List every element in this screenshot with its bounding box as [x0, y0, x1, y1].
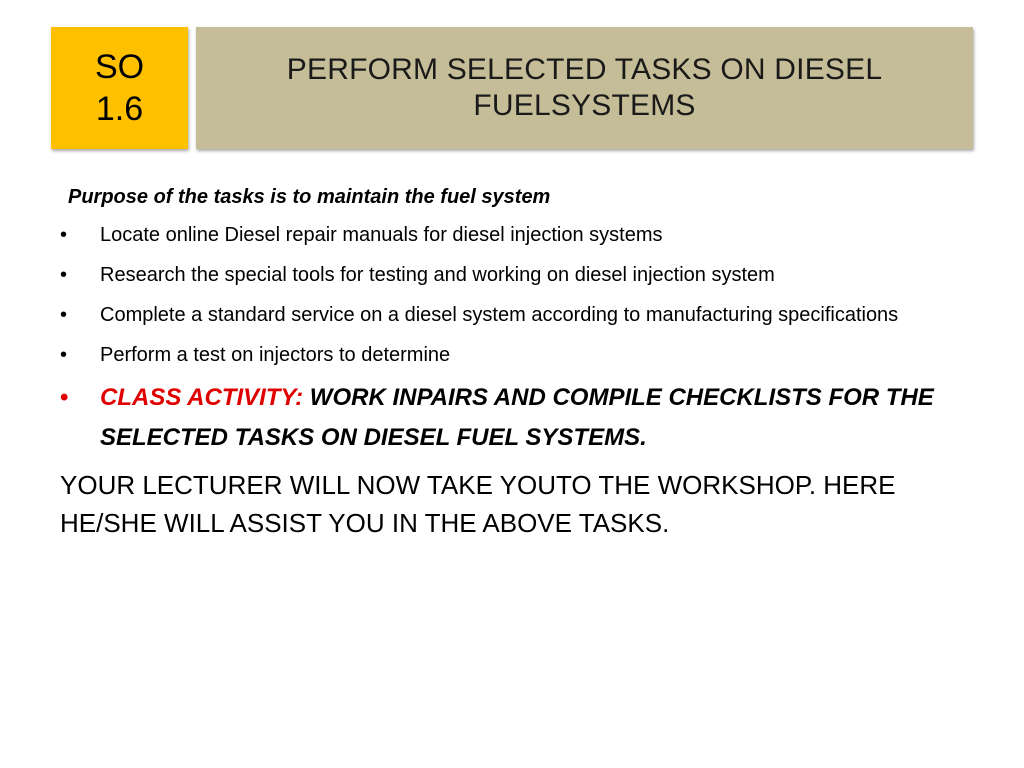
class-activity-text: WORK INPAIRS AND COMPILE CHECKLISTS FOR THE SELECTED TASKS ON DIESEL FUEL SYSTEMS. [100, 384, 934, 451]
badge-line-2: 1.6 [95, 90, 144, 128]
task-list [60, 218, 960, 458]
bullet-icon: • [60, 344, 68, 366]
list-item-text: Research the special tools for testing and working on diesel injection system [100, 264, 775, 286]
title-line-1: PERFORM SELECTED TASKS ON DIESEL [286, 53, 883, 86]
bullet-icon: • [60, 304, 68, 326]
purpose-statement: Purpose of the tasks is to maintain the fuel system [68, 186, 551, 208]
list-item [60, 218, 960, 252]
bullet-icon: • [60, 384, 69, 411]
slide-title-box [196, 27, 973, 149]
title-line-2: FUELSYSTEMS [473, 89, 696, 122]
badge-line-1: SO [94, 48, 145, 86]
list-item-text: Locate online Diesel repair manuals for diesel injection systems [100, 224, 663, 246]
bullet-icon: • [60, 264, 68, 286]
class-activity-label: CLASS ACTIVITY: [100, 384, 310, 411]
slide-number-badge [51, 27, 188, 149]
list-item [60, 258, 960, 292]
bullet-icon: • [60, 224, 68, 246]
list-item-text: Complete a standard service on a diesel system according to manufacturing specifications [100, 304, 899, 326]
closing-statement: YOUR LECTURER WILL NOW TAKE YOUTO THE WORKSHOP. HERE HE/SHE WILL ASSIST YOU IN THE ABOVE TASKS. [60, 470, 896, 538]
list-item [60, 298, 960, 332]
slide-body [60, 184, 960, 542]
class-activity-item [60, 378, 960, 458]
list-item-text: Perform a test on injectors to determine [100, 344, 451, 366]
slide-title [287, 52, 882, 124]
list-item [60, 338, 960, 372]
slide-number-text [51, 46, 188, 130]
